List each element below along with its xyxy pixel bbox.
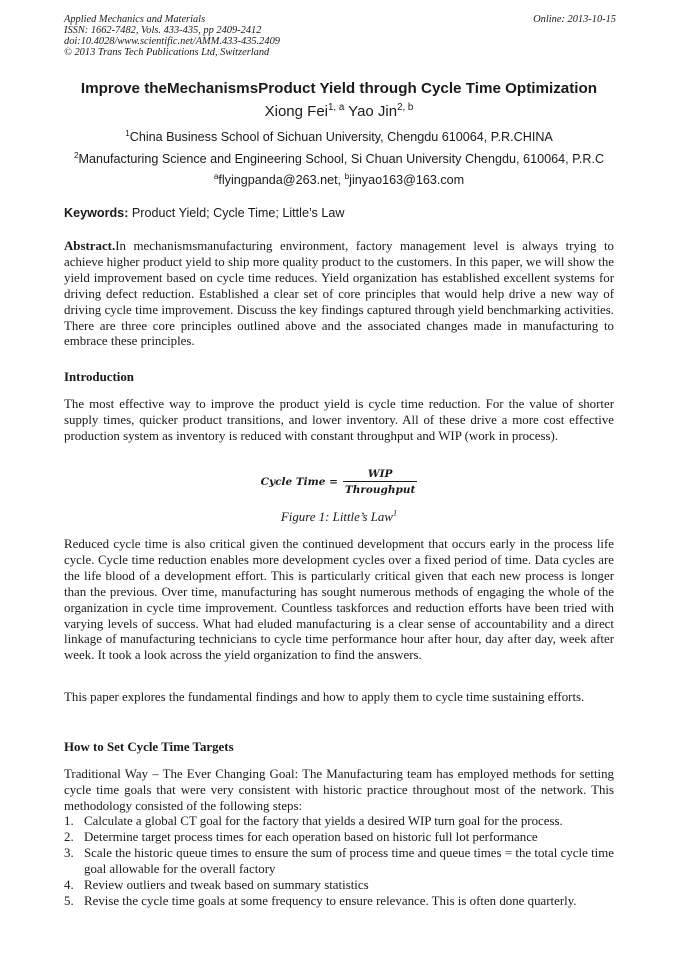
abstract-text: In mechanismsmanufacturing environment, factory management level is always trying to achieve higher product yield to ship more quality product to the customers. In this paper, we will show the yield improvement based on cycle time reduces. Yield organization has established excellent systems for driving defect reduction. Established a clear set of core principles that would help drive a new way of driving cycle time improvement. Discuss the key findings captured through yield benchmarking activities. There are three core principles outlined above and the associated changes made in manufacturing to embrace these principles. bbox=[64, 239, 614, 349]
author-1-affil: 1, a bbox=[328, 102, 345, 113]
author-line bbox=[40, 103, 638, 120]
step-item: 3. Scale the historic queue times to ensure the sum of process time and queue times = the total cycle time goal allowable for the overall factory bbox=[64, 845, 614, 876]
author-1: Xiong Fei bbox=[264, 103, 328, 120]
cycle-time-targets-heading: How to Set Cycle Time Targets bbox=[64, 740, 234, 754]
equation-numerator: WIP bbox=[367, 468, 393, 480]
author-2-affil: 2, b bbox=[397, 102, 414, 113]
methodology-steps bbox=[64, 814, 614, 909]
introduction-heading: Introduction bbox=[64, 370, 134, 384]
equation-lhs: Cycle Time = bbox=[260, 476, 338, 488]
online-date: Online: 2013-10-15 bbox=[533, 14, 616, 25]
abstract-label: Abstract. bbox=[64, 239, 116, 253]
paper-title: Improve theMechanismsProduct Yield through Cycle Time Optimization bbox=[80, 80, 598, 97]
step-item: 5. Revise the cycle time goals at some frequency to ensure relevance. This is often done quarterly. bbox=[64, 893, 577, 908]
step-item: 2. Determine target process times for each operation based on historic full lot performance bbox=[64, 829, 538, 844]
keywords bbox=[64, 206, 344, 220]
journal-header bbox=[64, 14, 616, 58]
journal-name: Applied Mechanics and Materials bbox=[64, 14, 206, 25]
issn-line: ISSN: 1662-7482, Vols. 433-435, pp 2409-2412 bbox=[64, 25, 262, 36]
author-emails: $^a$flyingpanda@263.net, $^b$jinyao163@163.com bbox=[213, 171, 465, 187]
figure-1-caption: Figure 1: Little’s Law$^1$ bbox=[280, 508, 398, 524]
abstract bbox=[64, 239, 614, 350]
introduction-paragraph-2: Reduced cycle time is also critical given the continued development that occurs early in the process life cycle. Cycle time reduction enables more development cycles over a fixed period of time. Data cycles are the life blood of a development effort. This is particularly critical given that each new process is longer than the previous. Over time, manufacturing has sought numerous methods of engaging the whole of the organization in cycle time improvement. Countless taskforces and reduction efforts have been tried with varying levels of success. What had eluded manufacturing is a clear sense of accountability and a direct linkage of manufacturing technicians to cycle time performance hour after hour, day after day, week after week. It took a look across the yield organization to find the answers. bbox=[64, 537, 614, 663]
affiliation-2: $^2$Manufacturing Science and Engineering School, Si Chuan University Chengdu, 610064, P.R.C bbox=[73, 150, 605, 166]
step-item: 4. Review outliers and tweak based on summary statistics bbox=[64, 877, 369, 892]
littles-law-equation bbox=[0, 468, 678, 496]
keywords-text: Product Yield; Cycle Time; Little’s Law bbox=[128, 206, 345, 220]
introduction-paragraph-1: The most effective way to improve the product yield is cycle time reduction. For the value of shorter supply times, quicker product transitions, and lower inventory. All of these drive a more cost effective production system as inventory is reduced with constant throughput and WIP (work in process). bbox=[64, 397, 614, 443]
equation-fraction bbox=[343, 468, 417, 496]
author-2: Yao Jin bbox=[348, 103, 398, 120]
equation-denominator: Throughput bbox=[344, 484, 416, 496]
keywords-label: Keywords: bbox=[64, 206, 129, 220]
doi-line: doi:10.4028/www.scientific.net/AMM.433-435.2409 bbox=[64, 36, 280, 47]
introduction-paragraph-3: This paper explores the fundamental findings and how to apply them to cycle time sustaining efforts. bbox=[64, 690, 585, 704]
step-item: 1. Calculate a global CT goal for the factory that yields a desired WIP turn goal for the process. bbox=[64, 814, 563, 828]
copyright-line: © 2013 Trans Tech Publications Ltd, Switzerland bbox=[64, 47, 270, 58]
cycle-time-targets-paragraph: Traditional Way – The Ever Changing Goal: The Manufacturing team has employed methods for setting cycle time goals that were very consistent with historic practice throughout most of the network. This methodology consisted of the following steps: bbox=[64, 767, 614, 813]
affiliation-1: $^1$China Business School of Sichuan University, Chengdu 610064, P.R.CHINA bbox=[125, 128, 553, 144]
